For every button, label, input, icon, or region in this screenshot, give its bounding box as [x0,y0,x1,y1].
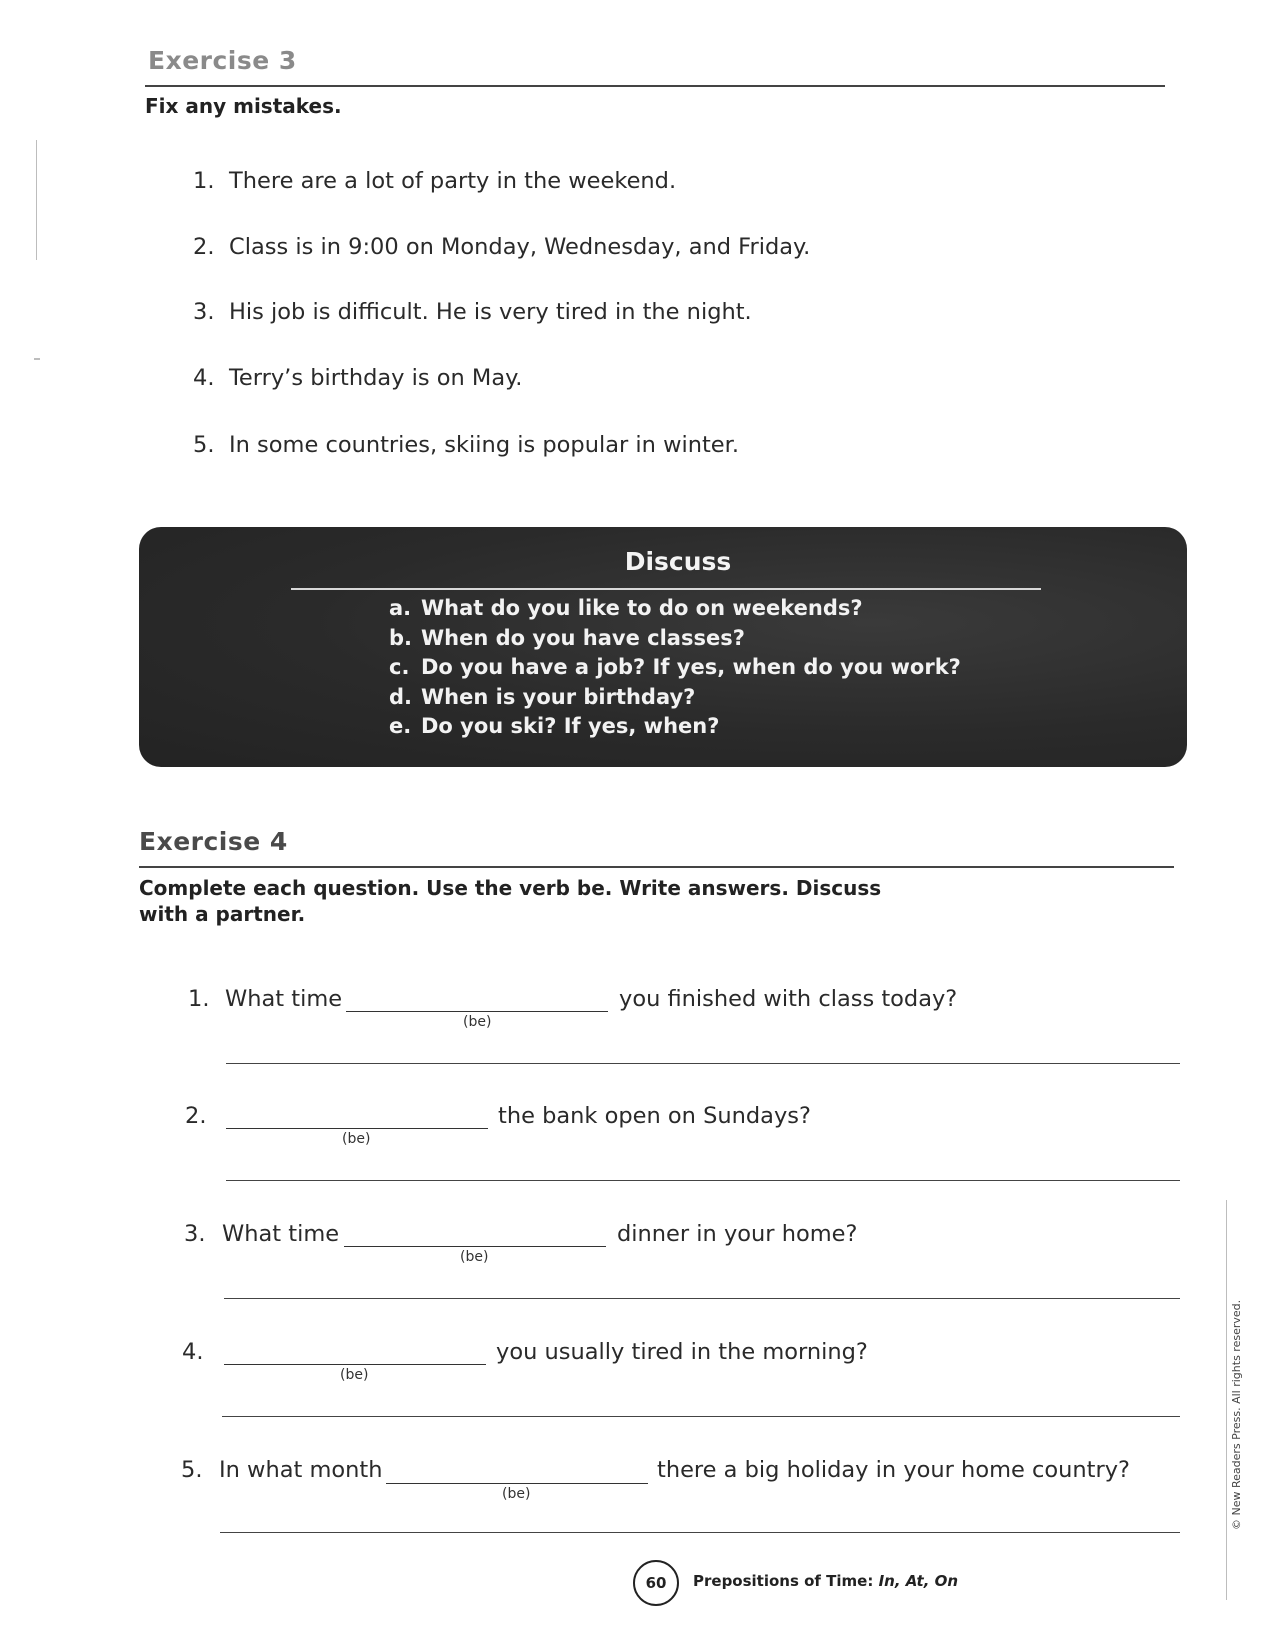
question-1-answer-line[interactable] [226,1063,1180,1064]
item-number: 3. [193,299,215,325]
footer-title [693,1572,958,1590]
question-1-after: you finished with class today? [619,986,958,1012]
item-text: In some countries, skiing is popular in winter. [229,432,739,458]
exercise-3-title: Exercise 3 [148,46,297,75]
exercise-3-item [193,234,810,260]
discuss-item [389,683,961,713]
question-5-before: In what month [219,1457,383,1483]
question-5-after: there a big holiday in your home country? [657,1457,1130,1483]
exercise-3-instruction: Fix any mistakes. [145,94,342,118]
item-text: His job is difficult. He is very tired in the night. [229,299,752,325]
item-text: There are a lot of party in the weekend. [229,168,677,194]
item-number: 4. [193,365,215,391]
discuss-item-letter: e. [389,714,412,738]
question-5-blank[interactable] [386,1483,648,1484]
discuss-item [389,594,961,624]
question-3-after: dinner in your home? [617,1221,858,1247]
discuss-item-letter: d. [389,684,413,709]
question-4-blank[interactable] [224,1364,486,1365]
question-1-before: What time [225,986,343,1012]
question-2-number: 2. [185,1103,207,1129]
exercise-3-item [193,299,752,325]
scan-mark [36,140,37,260]
exercise-4-title: Exercise 4 [139,827,288,856]
item-number: 1. [193,168,215,194]
discuss-item [389,712,961,742]
discuss-title: Discuss [624,547,732,576]
question-2-hint: (be) [342,1131,371,1147]
scan-mark [1226,1200,1227,1600]
question-1-number: 1. [188,986,210,1012]
footer-title-italic: In, At, On [878,1572,959,1590]
item-number: 2. [193,234,215,260]
discuss-item-text: When do you have classes? [421,625,745,650]
page-number-badge [633,1560,679,1606]
exercise-4-instruction-line-2: with a partner. [139,902,306,926]
question-3-answer-line[interactable] [224,1298,1180,1299]
question-4-after: you usually tired in the morning? [496,1339,868,1365]
item-text: Terry’s birthday is on May. [229,365,523,391]
question-3-hint: (be) [460,1249,489,1265]
discuss-item [389,624,961,654]
question-2-after: the bank open on Sundays? [498,1103,811,1129]
discuss-item-letter: c. [389,655,410,679]
question-5-number: 5. [181,1457,203,1483]
copyright-notice: © New Readers Press. All rights reserved. [1230,1299,1243,1530]
question-5-hint: (be) [502,1486,531,1502]
exercise-4-instruction-line-1: Complete each question. Use the verb be. Write answers. Discuss [139,876,882,900]
exercise-3-item [193,432,739,458]
exercise-3-item [193,168,676,194]
scan-mark [34,358,40,360]
question-4-number: 4. [182,1339,204,1365]
question-1-blank[interactable] [346,1011,608,1012]
footer-title-text: Prepositions of Time: [693,1572,879,1590]
discuss-item-text: When is your birthday? [421,684,696,709]
discuss-item-text: What do you like to do on weekends? [421,596,863,620]
exercise-3-rule [145,85,1165,87]
question-4-answer-line[interactable] [222,1416,1180,1417]
discuss-item-text: Do you have a job? If yes, when do you work? [421,655,961,679]
page-number: 60 [645,1574,667,1592]
question-2-blank[interactable] [226,1128,488,1129]
discuss-rule [291,588,1041,590]
question-3-before: What time [222,1221,340,1247]
item-text: Class is in 9:00 on Monday, Wednesday, and Friday. [229,234,811,260]
discuss-item-letter: a. [389,596,412,620]
exercise-3-item [193,365,522,391]
question-4-hint: (be) [340,1367,369,1383]
question-1-hint: (be) [463,1014,492,1030]
exercise-4-rule [139,866,1174,868]
question-3-number: 3. [184,1221,206,1247]
item-number: 5. [193,432,215,458]
discuss-item-text: Do you ski? If yes, when? [421,714,720,738]
question-5-answer-line[interactable] [220,1532,1180,1533]
discuss-list [389,594,961,742]
question-3-blank[interactable] [344,1246,606,1247]
question-2-answer-line[interactable] [226,1180,1180,1181]
discuss-box [139,527,1187,767]
discuss-item [389,653,961,683]
discuss-item-letter: b. [389,625,413,650]
